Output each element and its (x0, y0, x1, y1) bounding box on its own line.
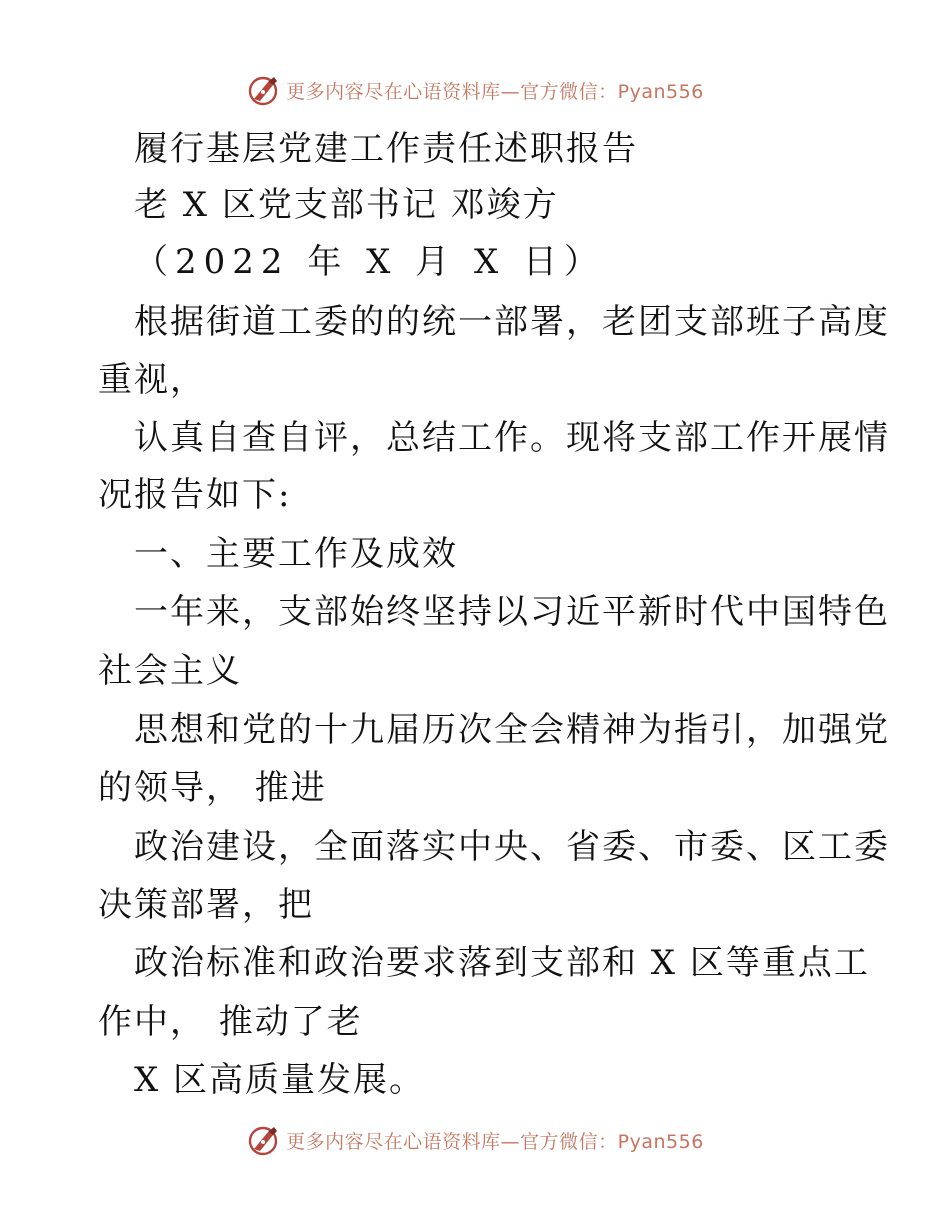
paragraph-line: 政治建设，全面落实中央、省委、市委、区工委 (134, 827, 890, 867)
paragraph-line: 作中， 推动了老 (98, 1002, 363, 1042)
document-title: 履行基层党建工作责任述职报告 (134, 129, 638, 169)
paragraph-line: 根据街道工委的的统一部署，老团支部班子高度 (134, 302, 890, 342)
paragraph-line: 社会主义 (98, 651, 242, 691)
paragraph-line: 况报告如下: (98, 475, 292, 515)
date-line: （2022 年 X 月 X 日） (134, 242, 605, 282)
section-heading: 一、主要工作及成效 (134, 534, 458, 574)
pen-nib-logo-icon (246, 1123, 280, 1157)
paragraph-line: 重视， (98, 360, 206, 400)
footer-watermark (0, 1120, 950, 1160)
paragraph-line: 认真自查自评，总结工作。现将支部工作开展情 (134, 418, 890, 458)
paragraph-line: 思想和党的十九届历次全会精神为指引，加强党 (134, 710, 890, 750)
paragraph-line: 决策部署，把 (98, 885, 314, 925)
author-line: 老 X 区党支部书记 邓竣方 (134, 185, 559, 225)
paragraph-line: 的领导， 推进 (98, 768, 327, 808)
paragraph-line: 政治标准和政治要求落到支部和 X 区等重点工 (134, 943, 870, 983)
watermark-text: 更多内容尽在心语资料库—官方微信：Pyan556 (286, 1130, 704, 1153)
header-watermark (0, 70, 950, 110)
paragraph-line: 一年来，支部始终坚持以习近平新时代中国特色 (134, 592, 890, 632)
watermark-text: 更多内容尽在心语资料库—官方微信：Pyan556 (286, 80, 704, 103)
paragraph-line: X 区高质量发展。 (134, 1060, 426, 1100)
pen-nib-logo-icon (246, 73, 280, 107)
